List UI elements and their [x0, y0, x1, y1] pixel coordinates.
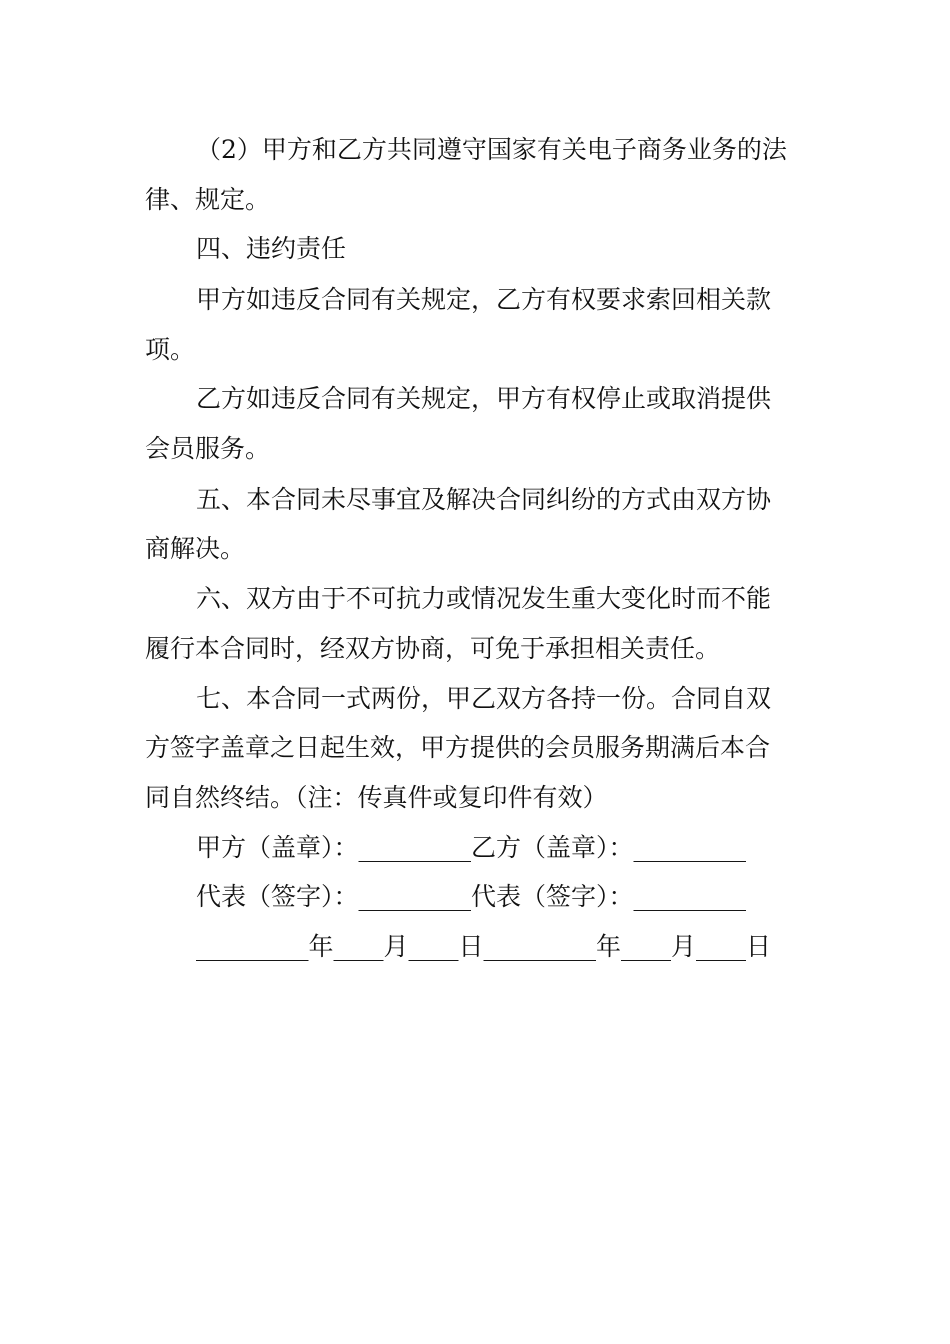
date-row: _________年____月____日_________年____月____日: [196, 932, 772, 961]
paragraph-line: 六、双方由于不可抗力或情况发生重大变化时而不能: [196, 584, 772, 613]
paragraph-line: 同自然终结。（注：传真件或复印件有效）: [145, 783, 608, 812]
paragraph-line: 商解决。: [145, 534, 246, 563]
paragraph-line: 方签字盖章之日起生效，甲方提供的会员服务期满后本合: [145, 733, 771, 762]
paragraph-line: 会员服务。: [145, 434, 271, 463]
section-heading: 四、违约责任: [196, 234, 347, 263]
sign-row: 代表（签字）：_________代表（签字）：_________: [196, 882, 747, 911]
paragraph-line: 五、本合同未尽事宜及解决合同纠纷的方式由双方协: [196, 485, 772, 514]
paragraph-line: 甲方如违反合同有关规定，乙方有权要求索回相关款: [196, 285, 772, 314]
paragraph-line: （2）甲方和乙方共同遵守国家有关电子商务业务的法: [196, 135, 787, 164]
paragraph-line: 项。: [145, 335, 196, 364]
seal-row: 甲方（盖章）：_________乙方（盖章）：_________: [196, 833, 747, 862]
paragraph-line: 律、规定。: [145, 185, 271, 214]
paragraph-line: 履行本合同时，经双方协商，可免于承担相关责任。: [145, 634, 721, 663]
paragraph-line: 七、本合同一式两份，甲乙双方各持一份。合同自双: [196, 684, 772, 713]
paragraph-line: 乙方如违反合同有关规定，甲方有权停止或取消提供: [196, 384, 772, 413]
